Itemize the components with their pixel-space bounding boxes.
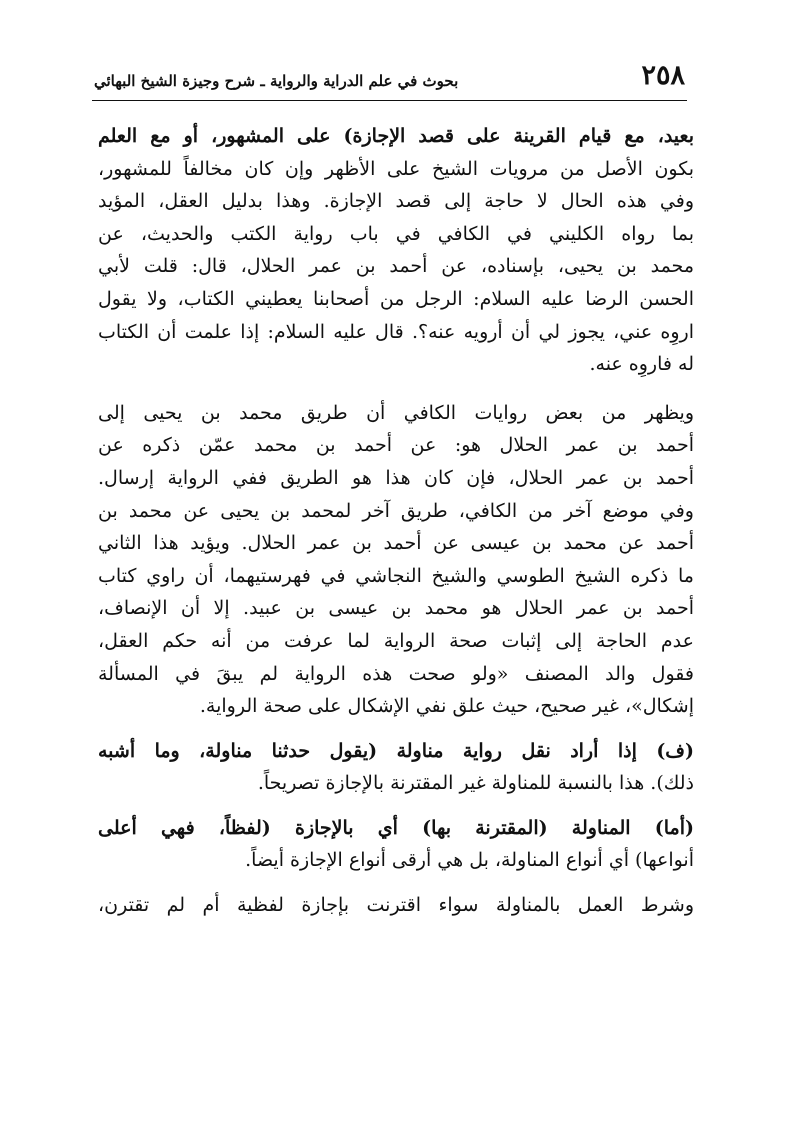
text-line: الحسن الرضا عليه السلام: الرجل من أصحابنا يعطيني الكتاب، ولا يقول [98,287,694,310]
paragraph-4 [98,812,694,877]
text-line: ما ذكره الشيخ الطوسي والشيخ النجاشي في فهرستيهما، أن راوي كتاب [98,564,694,587]
text-line: أحمد بن عمر الحلال، فإن كان هذا هو الطريق ففي الرواية إرسال. [98,466,694,489]
text-line: أنواعها) أي أنواع المناولة، بل هي أرقى أنواع الإجازة أيضاً. [245,849,694,872]
text-line: بما رواه الكليني في الكافي في باب رواية الكتب والحديث، عن [98,222,694,245]
page-header [92,58,687,101]
text-line: أحمد بن عمر الحلال هو: عن أحمد بن محمد عمّن ذكره عن [98,434,694,457]
text-line: (أما) المناولة (المقترنة بها) أي بالإجازة (لفظاً، فهي أعلى [98,816,694,839]
page-body [98,120,694,922]
paragraph-5 [98,889,694,922]
page-number: ٢٥٨ [641,60,685,91]
text-line: ويظهر من بعض روايات الكافي أن طريق محمد بن يحيى إلى [98,401,694,424]
text-line: وفي هذه الحال لا حاجة إلى قصد الإجازة. وهذا بدليل العقل، المؤيد [98,190,694,213]
text-line: فقول والد المصنف «ولو صحت هذه الرواية لم يبقَ في المسألة [98,662,694,685]
text-line: اروِه عني، يجوز لي أن أرويه عنه؟. قال عليه السلام: إذا علمت أن الكتاب [98,320,694,343]
text-line: إشكال»، غير صحيح، حيث علق نفي الإشكال على صحة الرواية. [199,695,694,718]
text-line: أحمد بن عمر الحلال هو محمد بن عيسى بن عبيد. إلا أن الإنصاف، [98,597,694,620]
text-line: بعيد، مع قيام القرينة على قصد الإجازة) على المشهور، أو مع العلم [98,125,694,147]
text-line: أحمد عن محمد بن عيسى عن أحمد بن عمر الحلال. ويؤيد هذا الثاني [98,532,694,555]
text-line: (ف) إذا أراد نقل رواية مناولة (يقول حدثنا مناولة، وما أشبه [98,739,694,762]
paragraph-2 [98,397,694,723]
text-line: ذلك). هذا بالنسبة للمناولة غير المقترنة بالإجازة تصريحاً. [257,772,694,795]
text-line: عدم الحاجة إلى إثبات صحة الرواية لما عرفت من أنه حكم العقل، [98,629,694,652]
text-line: وشرط العمل بالمناولة سواء اقترنت بإجازة لفظية أم لم تقترن، [98,894,694,917]
paragraph-1 [98,120,694,381]
running-title: بحوث في علم الدراية والرواية ـ شرح وجيزة الشيخ البهائي [94,72,459,90]
text-line: له فاروِه عنه. [589,353,694,376]
text-line: وفي موضع آخر من الكافي، طريق آخر لمحمد بن يحيى عن محمد بن [98,499,694,522]
paragraph-3 [98,735,694,800]
text-line: محمد بن يحيى، بإسناده، عن أحمد بن عمر الحلال، قال: قلت لأبي [98,255,694,278]
text-line: بكون الأصل من مرويات الشيخ على الأظهر وإن كان مخالفاً للمشهور، [98,157,694,180]
